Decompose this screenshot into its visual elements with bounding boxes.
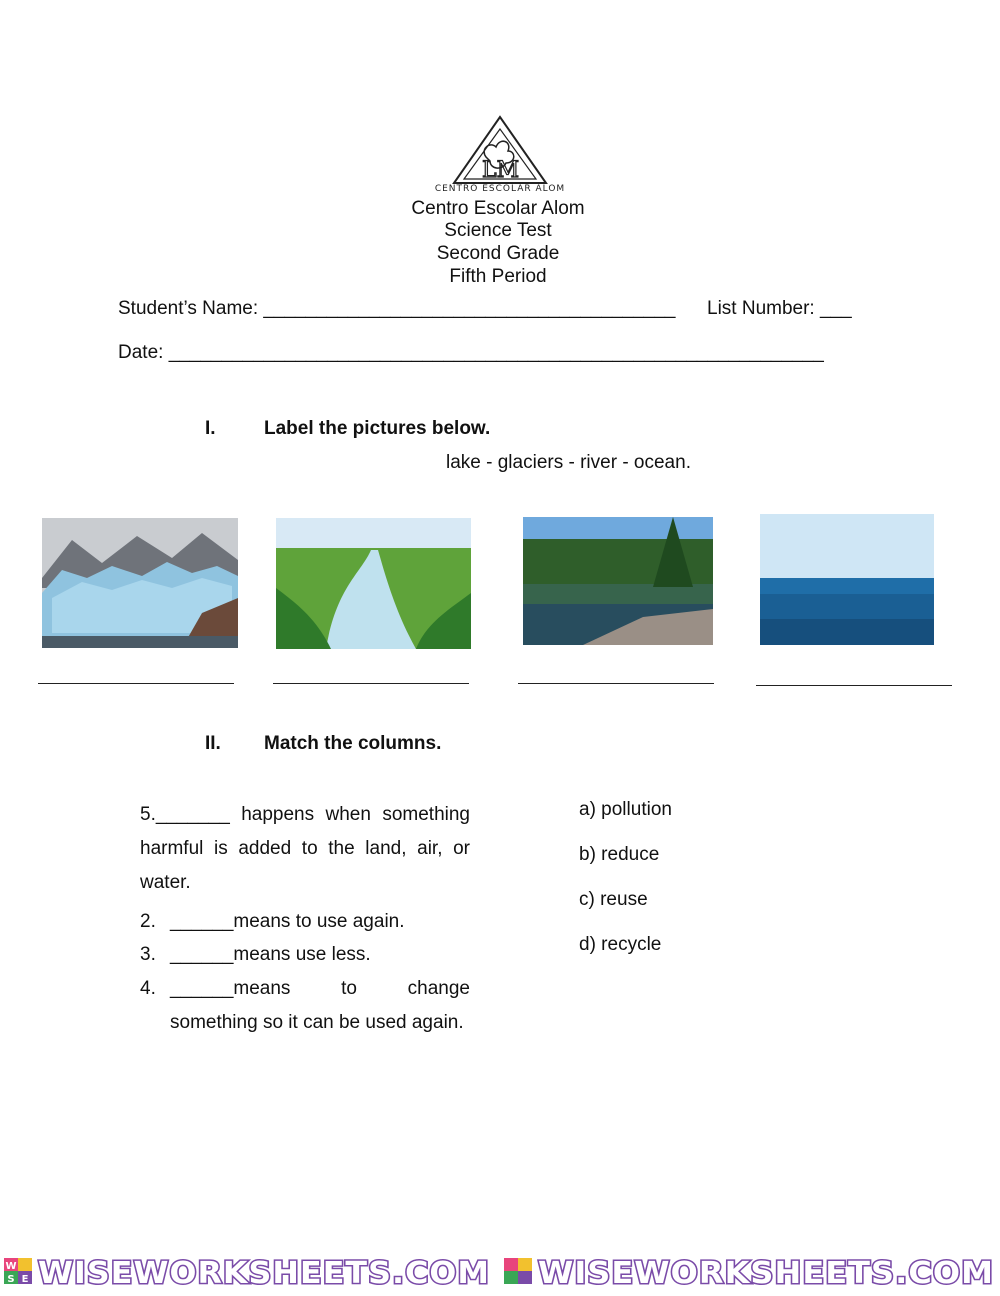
date-field[interactable]: Date: ______________________________________________________________ xyxy=(118,342,824,363)
label-blank-1[interactable] xyxy=(38,683,234,684)
footer-badge-icon-2 xyxy=(504,1258,532,1284)
option-b: b) reduce xyxy=(579,844,660,865)
footer-brand-2: WISEWORKSHEETS.COM xyxy=(538,1256,994,1291)
lake-photo xyxy=(523,517,713,645)
river-photo xyxy=(276,518,471,649)
test-subject: Science Test xyxy=(444,220,552,241)
footer-watermark xyxy=(0,1252,1000,1291)
question-3: ______means use less. xyxy=(170,944,371,965)
label-blank-4[interactable] xyxy=(756,685,952,686)
svg-text:LM: LM xyxy=(482,158,520,183)
badge-letter-s: S xyxy=(7,1274,15,1285)
question-5: 5._______ happens when something harmful is added to the land, air, or water. xyxy=(140,804,470,893)
option-a: a) pollution xyxy=(579,799,672,820)
badge-letter-w: W xyxy=(5,1261,17,1272)
school-name: Centro Escolar Alom xyxy=(411,198,585,219)
badge-letter-e: E xyxy=(21,1274,29,1285)
question-3-number: 3. xyxy=(140,944,156,965)
question-4-word-2: to xyxy=(341,978,357,999)
section-1-title: Label the pictures below. xyxy=(264,418,491,439)
question-4-word-1: ______means xyxy=(170,978,291,999)
school-logo xyxy=(430,115,570,201)
section-2-number: II. xyxy=(205,733,221,754)
label-blank-3[interactable] xyxy=(518,683,714,684)
option-d: d) recycle xyxy=(579,934,662,955)
logo-text: CENTRO ESCOLAR ALOM xyxy=(434,184,566,194)
footer-brand-1: WISEWORKSHEETS.COM xyxy=(38,1256,491,1291)
section-2-title: Match the columns. xyxy=(264,733,442,754)
ocean-photo xyxy=(760,514,934,645)
period: Fifth Period xyxy=(449,266,547,287)
student-name-field[interactable]: Student’s Name: _______________________________________ xyxy=(118,298,676,319)
question-4-line-2: something so it can be used again. xyxy=(170,1012,464,1033)
word-bank: lake - glaciers - river - ocean. xyxy=(446,452,691,473)
grade-level: Second Grade xyxy=(436,243,560,264)
question-2-number: 2. xyxy=(140,911,156,932)
question-2: ______means to use again. xyxy=(170,911,405,932)
footer-badge-icon xyxy=(4,1258,32,1285)
glacier-photo xyxy=(42,518,238,648)
option-c: c) reuse xyxy=(579,889,648,910)
question-4-word-3: change xyxy=(407,978,470,999)
label-blank-2[interactable] xyxy=(273,683,469,684)
question-4-line-1 xyxy=(170,978,470,1000)
list-number-field[interactable]: List Number: ___ xyxy=(707,298,852,319)
section-1-number: I. xyxy=(205,418,216,439)
question-4-number: 4. xyxy=(140,978,156,999)
